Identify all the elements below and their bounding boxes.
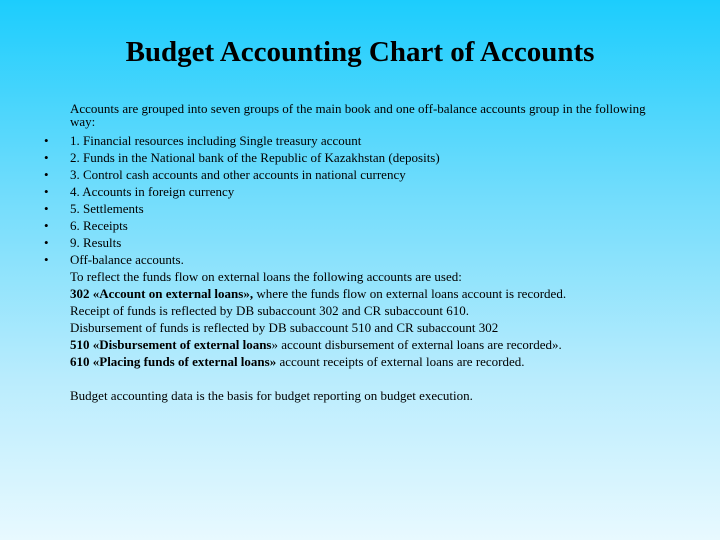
account-302-desc: where the funds flow on external loans account is recorded. [253, 286, 567, 301]
bullet-item-1: • 1. Financial resources including Single treasury account [44, 132, 664, 149]
bullet-item-5: • 5. Settlements [44, 200, 664, 217]
bullet-item-4: • 4. Accounts in foreign currency [44, 183, 664, 200]
account-610-label: 610 «Placing funds of external loans» [70, 354, 277, 369]
spacer [44, 370, 664, 387]
intro-text: Accounts are grouped into seven groups of the main book and one off-balance accounts group in the following way: [70, 101, 646, 129]
bullet-item-6: • 6. Receipts [44, 217, 664, 234]
account-302-line [44, 285, 664, 302]
account-510-desc: » account disbursement of external loans are recorded». [271, 337, 562, 352]
receipt-line: Receipt of funds is reflected by DB subaccount 302 and CR subaccount 610. [70, 303, 469, 318]
slide-title: Budget Accounting Chart of Accounts [125, 36, 595, 68]
account-610-desc: account receipts of external loans are recorded. [276, 354, 525, 369]
external-loans-lead: To reflect the funds flow on external loans the following accounts are used: [70, 269, 462, 284]
bullet-item-9: • 9. Results [44, 234, 664, 251]
disbursement-line: Disbursement of funds is reflected by DB subaccount 510 and CR subaccount 302 [70, 320, 499, 335]
bullet-item-3: • 3. Control cash accounts and other accounts in national currency [44, 166, 664, 183]
bullet-item-off-balance: • Off-balance accounts. [44, 251, 664, 268]
conclusion-text: Budget accounting data is the basis for budget reporting on budget execution. [70, 388, 473, 403]
account-510-line [44, 336, 664, 353]
account-610-line [44, 353, 664, 370]
bullet-item-2: • 2. Funds in the National bank of the Republic of Kazakhstan (deposits) [44, 149, 664, 166]
account-302-label: 302 «Account on external loans», [70, 286, 254, 301]
slide-body [44, 102, 664, 404]
account-510-label: 510 «Disbursement of external loans [70, 337, 272, 352]
